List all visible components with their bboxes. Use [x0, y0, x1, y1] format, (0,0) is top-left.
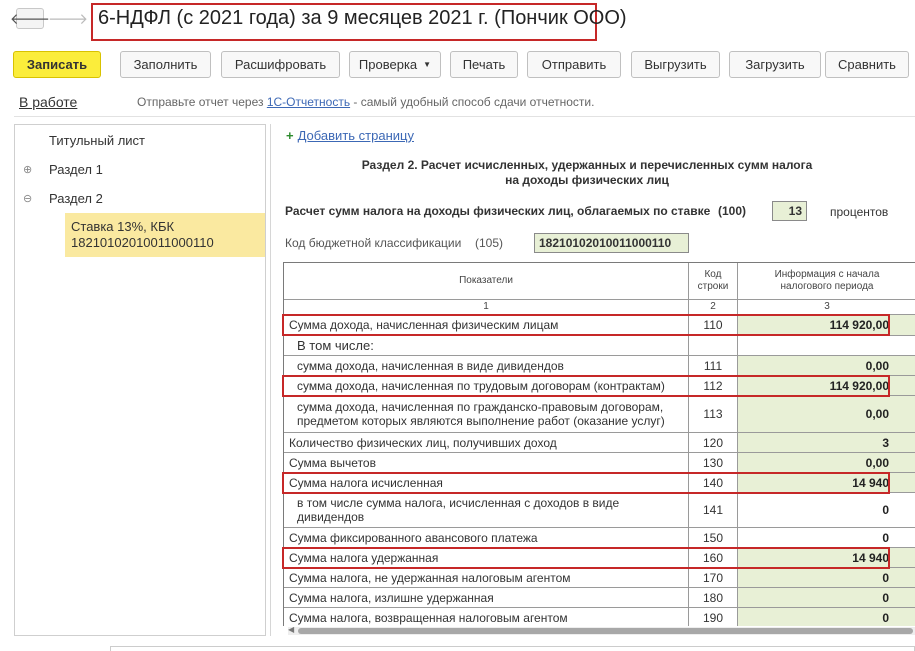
header-indicator: Показатели	[284, 263, 689, 299]
window-title: 6-НДФЛ (с 2021 года) за 9 месяцев 2021 г. (Пончик ООО)	[98, 7, 627, 29]
row-label: Сумма налога исчисленная	[284, 473, 689, 492]
row-value[interactable]: 0,00	[738, 356, 915, 375]
row-label: Количество физических лиц, получивших доход	[284, 433, 689, 452]
tree-item-label: Раздел 1	[49, 162, 103, 177]
kbk-field[interactable]: 18210102010011000110	[534, 233, 689, 253]
row-value[interactable]: 0,00	[738, 396, 915, 432]
row-value[interactable]: 0	[738, 588, 915, 607]
tree-item-label: Ставка 13%, КБК	[71, 219, 175, 234]
row-value	[738, 336, 915, 355]
rate-field[interactable]: 13	[772, 201, 807, 221]
row-label: сумма дохода, начисленная по трудовым договорам (контрактам)	[284, 376, 689, 395]
row-code: 170	[689, 568, 738, 587]
decode-button[interactable]: Расшифровать	[221, 51, 340, 78]
arrow-right-icon: 🡒	[47, 11, 89, 28]
plus-icon: +	[286, 128, 294, 143]
kbk-line-number: (105)	[475, 236, 504, 250]
tree-item-section-1[interactable]	[15, 162, 265, 184]
row-label-line1: в том числе сумма налога, исчисленная с доходов в виде	[297, 496, 620, 510]
table-row	[284, 548, 915, 568]
table-row	[284, 493, 915, 528]
row-code: 190	[689, 608, 738, 626]
row-value[interactable]: 0	[738, 568, 915, 587]
table-row	[284, 315, 915, 336]
row-value[interactable]: 0,00	[738, 453, 915, 472]
add-page-label: Добавить страницу	[297, 128, 414, 143]
bottom-panel	[110, 646, 915, 651]
table-row	[284, 356, 915, 376]
table-row	[284, 473, 915, 493]
row-label: Сумма налога, не удержанная налоговым агентом	[284, 568, 689, 587]
tree-item-kbk: 18210102010011000110	[71, 235, 214, 250]
row-value[interactable]: 14 940	[738, 473, 915, 492]
tree-item-section-2[interactable]	[15, 191, 265, 213]
row-value[interactable]: 0	[738, 608, 915, 626]
kbk-label: Код бюджетной классификации	[285, 236, 462, 250]
table-row	[284, 453, 915, 473]
row-code: 112	[689, 376, 738, 395]
compare-button[interactable]: Сравнить	[825, 51, 909, 78]
collapse-icon[interactable]: ⊖	[23, 193, 33, 205]
row-label: В том числе:	[284, 336, 689, 355]
check-button-label: Проверка	[358, 57, 418, 72]
row-code	[689, 336, 738, 355]
table-col-numbers-row	[284, 300, 915, 315]
hint-text-before: Отправьте отчет через	[137, 95, 267, 109]
row-code: 150	[689, 528, 738, 547]
row-code: 120	[689, 433, 738, 452]
rate-unit: процентов	[830, 205, 889, 219]
table-row	[284, 568, 915, 588]
forward-button[interactable]	[47, 8, 89, 29]
row-label-line2: дивидендов	[297, 510, 365, 524]
save-button[interactable]: Записать	[13, 51, 101, 78]
row-label: Сумма вычетов	[284, 453, 689, 472]
horizontal-scrollbar[interactable]	[288, 627, 915, 635]
indicators-table	[283, 262, 915, 626]
divider	[14, 116, 915, 117]
table-header-row	[284, 263, 915, 300]
table-row	[284, 433, 915, 453]
report-status-link[interactable]: В работе	[19, 94, 78, 110]
row-label: сумма дохода, начисленная в виде дивидендов	[284, 356, 689, 375]
1c-reporting-link[interactable]: 1С-Отчетность	[266, 95, 351, 109]
row-code: 110	[689, 315, 738, 335]
expand-icon[interactable]: ⊕	[23, 164, 33, 176]
tree-item-rate-13[interactable]	[65, 213, 265, 257]
panel-splitter[interactable]	[270, 124, 276, 636]
export-button[interactable]: Выгрузить	[631, 51, 720, 78]
row-label-line1: сумма дохода, начисленная по гражданско-правовым договорам,	[297, 400, 664, 414]
import-button[interactable]: Загрузить	[729, 51, 821, 78]
print-button[interactable]: Печать	[450, 51, 518, 78]
row-value[interactable]: 14 940	[738, 548, 915, 567]
row-value[interactable]: 114 920,00	[738, 376, 915, 395]
table-row	[284, 528, 915, 548]
table-row	[284, 336, 915, 356]
row-label-line2: предметом которых являются выполнение работ (оказание услуг)	[297, 414, 665, 428]
hint-text-after: - самый удобный способ сдачи отчетности.	[350, 95, 595, 109]
row-code: 113	[689, 396, 738, 432]
col-number: 1	[284, 300, 689, 314]
row-code: 111	[689, 356, 738, 375]
arrow-left-icon: 🡐	[9, 11, 51, 28]
table-row	[284, 376, 915, 396]
send-button[interactable]: Отправить	[527, 51, 621, 78]
check-dropdown-button[interactable]	[349, 51, 441, 78]
row-code: 140	[689, 473, 738, 492]
section-title-line1: Раздел 2. Расчет исчисленных, удержанных и перечисленных сумм налога	[361, 158, 813, 172]
scrollbar-thumb[interactable]	[298, 628, 913, 634]
sections-tree	[14, 124, 266, 636]
row-value[interactable]: 0	[882, 503, 889, 517]
section-title	[292, 158, 882, 188]
table-row	[284, 396, 915, 433]
add-page-link[interactable]	[286, 128, 414, 143]
tree-item-label: Раздел 2	[49, 191, 103, 206]
header-info	[738, 263, 915, 299]
row-code: 180	[689, 588, 738, 607]
header-code-line2: строки	[697, 281, 729, 292]
send-hint	[137, 95, 594, 109]
row-label: Сумма налога, излишне удержанная	[284, 588, 689, 607]
row-value[interactable]: 3	[738, 433, 915, 452]
row-code: 160	[689, 548, 738, 567]
row-code: 130	[689, 453, 738, 472]
row-label: Сумма дохода, начисленная физическим лицам	[284, 315, 689, 335]
row-label: Сумма налога удержанная	[284, 548, 689, 567]
caret-down-icon: ▼	[423, 60, 432, 69]
col-number: 2	[689, 300, 738, 314]
header-code-line1: Код	[704, 269, 722, 280]
section-title-line2: на доходы физических лиц	[505, 173, 669, 187]
rate-label: Расчет сумм налога на доходы физических лиц, облагаемых по ставке	[285, 204, 711, 218]
table-row	[284, 588, 915, 608]
scroll-left-icon[interactable]: ◀	[288, 625, 295, 634]
tree-item-title-page[interactable]: Титульный лист	[49, 133, 146, 148]
col-number: 3	[824, 301, 830, 312]
row-value[interactable]: 0	[882, 530, 889, 545]
rate-line-number: (100)	[718, 204, 747, 218]
header-code	[689, 263, 738, 299]
row-label: Сумма налога, возвращенная налоговым агентом	[284, 608, 689, 626]
row-label	[284, 396, 689, 432]
header-info-line2: налогового периода	[780, 281, 874, 292]
row-label: Сумма фиксированного авансового платежа	[284, 528, 689, 547]
back-button[interactable]	[9, 8, 51, 29]
header-info-line1: Информация с начала	[774, 269, 880, 280]
fill-button[interactable]: Заполнить	[120, 51, 211, 78]
table-row	[284, 608, 915, 626]
row-label	[284, 493, 689, 527]
row-value[interactable]: 114 920,00	[738, 315, 915, 335]
row-code: 141	[689, 493, 738, 527]
